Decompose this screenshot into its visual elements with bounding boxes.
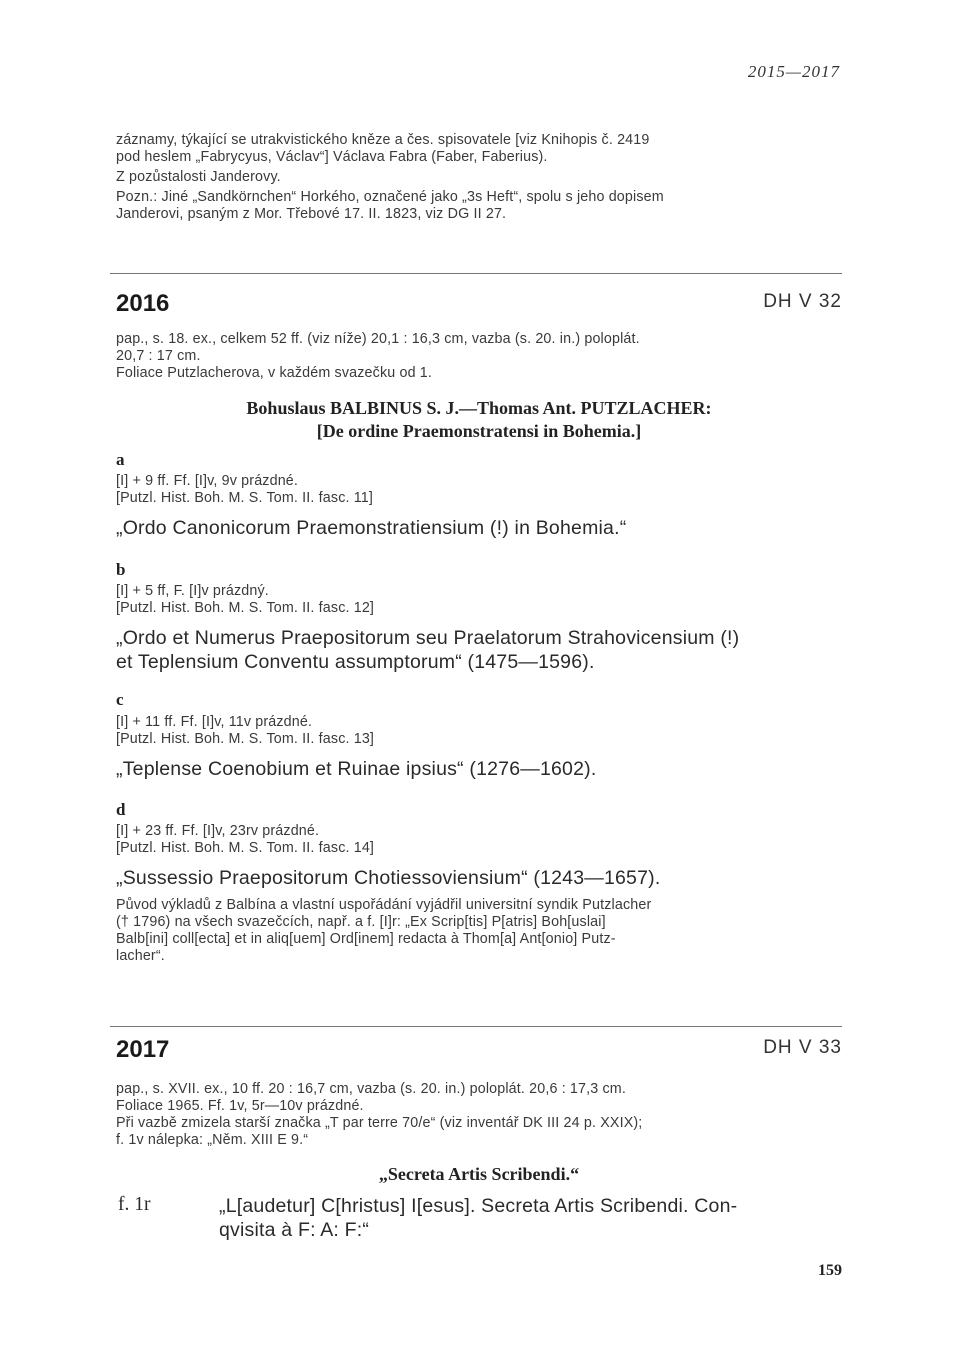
folio-text-line: qvisita à F: A: F:“	[219, 1219, 370, 1241]
folio-text-line: „L[audetur] C[hristus] I[esus]. Secreta Artis Scribendi. Con-	[219, 1195, 738, 1217]
part-title-line: „Ordo et Numerus Praepositorum seu Praelatorum Strahovicensium (!)	[116, 627, 740, 649]
page-number: 159	[818, 1262, 842, 1279]
description-line: Foliace Putzlacherova, v každém svazečku od 1.	[116, 365, 433, 381]
work-title-line: „Secreta Artis Scribendi.“	[378, 1164, 580, 1184]
description-line: Foliace 1965. Ff. 1v, 5r—10v prázdné.	[116, 1098, 364, 1114]
collation-line: [I] + 9 ff. Ff. [I]v, 9v prázdné.	[116, 473, 299, 489]
work-title-2016	[116, 397, 842, 443]
description-2016	[116, 331, 842, 382]
part-b-collation	[116, 583, 842, 617]
origin-line: Původ výkladů z Balbína a vlastní uspořádání vyjádřil universitní syndik Putzlacher	[116, 897, 652, 913]
part-letter: c	[116, 690, 124, 709]
entry-number-2016: 2016	[116, 290, 170, 317]
part-d-title	[116, 866, 842, 890]
pozn-line: Janderovi, psaným z Mor. Třebové 17. II. 1823, viz DG II 27.	[116, 206, 507, 222]
top-note-line: záznamy, týkající se utrakvistického kněze a čes. spisovatele [viz Knihopis č. 2419	[116, 132, 650, 148]
work-title-2017	[116, 1163, 842, 1186]
entry-number-2017: 2017	[116, 1036, 170, 1063]
folio-text	[219, 1194, 843, 1242]
part-title-line: „Teplense Coenobium et Ruinae ipsius“ (1276—1602).	[116, 758, 597, 780]
reference-line: [Putzl. Hist. Boh. M. S. Tom. II. fasc. 13]	[116, 731, 375, 747]
part-c-title	[116, 757, 842, 781]
part-d-collation	[116, 823, 842, 857]
pozn-line: Pozn.: Jiné „Sandkörnchen“ Horkého, označené jako „3s Heft“, spolu s jeho dopisem	[116, 189, 664, 205]
part-letter: d	[116, 800, 126, 819]
part-letter: a	[116, 450, 125, 469]
part-title-line: et Teplensium Conventu assumptorum“ (1475—1596).	[116, 651, 595, 673]
origin-line: Balb[ini] coll[ecta] et in aliq[uem] Ord[inem] redacta à Thom[a] Ant[onio] Putz-	[116, 931, 616, 947]
shelfmark-2017: DH V 33	[763, 1037, 842, 1058]
part-a-title	[116, 516, 842, 540]
origin-line: († 1796) na všech svazečcích, např. a f. [I]r: „Ex Scrip[tis] P[atris] Boh[uslai]	[116, 914, 606, 930]
collation-line: [I] + 23 ff. Ff. [I]v, 23rv prázdné.	[116, 823, 320, 839]
description-line: 20,7 : 17 cm.	[116, 348, 201, 364]
part-a-collation	[116, 473, 842, 507]
reference-line: [Putzl. Hist. Boh. M. S. Tom. II. fasc. 14]	[116, 840, 375, 856]
collation-line: [I] + 11 ff. Ff. [I]v, 11v prázdné.	[116, 714, 313, 730]
top-note-line: pod heslem „Fabrycyus, Václav“] Václava Fabra (Faber, Faberius).	[116, 149, 548, 165]
description-line: Při vazbě zmizela starší značka „T par terre 70/e“ (viz inventář DK III 24 p. XXIX);	[116, 1115, 643, 1131]
top-note	[116, 132, 842, 223]
folio-label: f. 1r	[118, 1194, 151, 1215]
provenance-line: Z pozůstalosti Janderovy.	[116, 169, 281, 185]
part-title-line: „Sussessio Praepositorum Chotiessoviensium“ (1243—1657).	[116, 867, 661, 889]
collation-line: [I] + 5 ff, F. [I]v prázdný.	[116, 583, 269, 599]
entry-divider	[110, 1026, 842, 1027]
part-b-title	[116, 626, 842, 674]
part-title-line: „Ordo Canonicorum Praemonstratiensium (!) in Bohemia.“	[116, 517, 627, 539]
description-line: pap., s. XVII. ex., 10 ff. 20 : 16,7 cm, vazba (s. 20. in.) poloplát. 20,6 : 17,3 cm.	[116, 1081, 626, 1097]
part-letter: b	[116, 560, 126, 579]
shelfmark-2016: DH V 32	[763, 291, 842, 312]
reference-line: [Putzl. Hist. Boh. M. S. Tom. II. fasc. 12]	[116, 600, 375, 616]
origin-line: lacher“.	[116, 948, 165, 964]
description-line: pap., s. 18. ex., celkem 52 ff. (viz níže) 20,1 : 16,3 cm, vazba (s. 20. in.) poloplát.	[116, 331, 640, 347]
description-line: f. 1v nálepka: „Něm. XIII E 9.“	[116, 1132, 309, 1148]
description-2017	[116, 1081, 842, 1149]
origin-note-2016	[116, 897, 842, 965]
reference-line: [Putzl. Hist. Boh. M. S. Tom. II. fasc. 11]	[116, 490, 373, 506]
work-title-line: Bohuslaus BALBINUS S. J.—Thomas Ant. PUTZLACHER:	[246, 398, 712, 418]
running-head: 2015—2017	[747, 62, 840, 81]
work-title-line: [De ordine Praemonstratensi in Bohemia.]	[316, 421, 642, 441]
part-c-collation	[116, 714, 842, 748]
entry-divider	[110, 273, 842, 274]
